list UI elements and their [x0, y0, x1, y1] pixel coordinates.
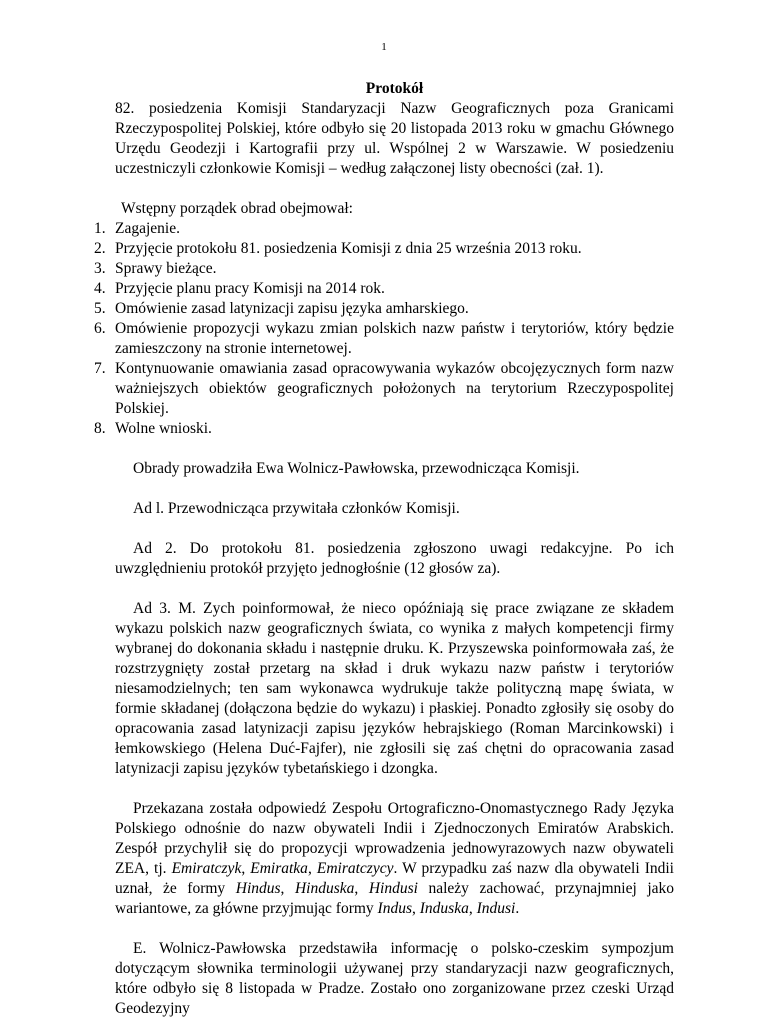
agenda-item: 6. Omówienie propozycji wykazu zmian polskich nazw państw i terytoriów, który będzie zamieszczony na stronie internetowej. [94, 320, 674, 357]
document-body [94, 79, 675, 1019]
agenda-list [94, 219, 674, 439]
agenda-item: 4. Przyjęcie planu pracy Komisji na 2014 rok. [94, 280, 385, 297]
document-title: Protokół [365, 80, 424, 97]
ad2-paragraph: Ad 2. Do protokołu 81. posiedzenia zgłoszono uwagi redakcyjne. Po ich uwzględnieniu protokół przyjęto jednogłośnie (12 głosów za). [115, 540, 674, 577]
agenda-item: 8. Wolne wnioski. [94, 420, 212, 437]
agenda-item: 1. Zagajenie. [94, 220, 180, 237]
ad3-paragraph: Ad 3. M. Zych poinformował, że nieco opóźniają się prace związane ze składem wykazu polskich nazw geograficznych świata, co wynika z małych kompetencji firmy wybranej do dokonania składu i następnie druku. K. Przyszewska poinformowała zaś, że rozstrzygnięty został przetarg na skład i druk wykazu nazw państw i terytoriów niesamodzielnych; ten sam wykonawca wydrukuje także polityczną mapę świata, w formie składanej (dołączona będzie do wykazu) i płaskiej. Ponadto zgłosiły się osoby do opracowania zasad latynizacji zapisu języków hebrajskiego (Roman Marcinkowski) i łemkowskiego (Helena Duć-Fajfer), nie zgłosili się zaś chętni do opracowania zasad latynizacji zapisu języków tybetańskiego i dzongka. [115, 600, 674, 777]
ad1-paragraph: Ad l. Przewodnicząca przywitała członków Komisji. [133, 500, 460, 517]
agenda-item: 2. Przyjęcie protokołu 81. posiedzenia Komisji z dnia 25 września 2013 roku. [94, 240, 582, 257]
citizens-names-paragraph: Przekazana została odpowiedź Zespołu Ortograficzno-Onomastycznego Rady Języka Polskiego odnośnie do nazw obywateli Indii i Zjednoczonych Emiratów Arabskich. Zespół przychylił się do propozycji wprowadzenia jednowyrazowych nazw obywateli ZEA, tj. Emiratczyk, Emiratka, Emiratczycy. W przypadku zaś nazw dla obywateli Indii uznał, że formy Hindus, Hinduska, Hindusi należy zachować, przynajmniej jako wariantowe, za główne przyjmując formy Indus, Induska, Indusi. [115, 800, 675, 917]
agenda-heading: Wstępny porządek obrad obejmował: [121, 200, 353, 217]
agenda-item: 3. Sprawy bieżące. [94, 260, 217, 277]
symposium-paragraph: E. Wolnicz-Pawłowska przedstawiła informację o polsko-czeskim sympozjum dotyczącym słownika terminologii używanej przy standaryzacji nazw geograficznych, które odbyło się 8 listopada w Pradze. Zostało ono zorganizowane przez czeski Urząd Geodezyjny [115, 940, 674, 1017]
chair-paragraph: Obrady prowadziła Ewa Wolnicz-Pawłowska, przewodnicząca Komisji. [133, 460, 580, 477]
page-number: 1 [381, 41, 387, 53]
agenda-item: 7. Kontynuowanie omawiania zasad opracowywania wykazów obcojęzycznych form nazw ważniejszych obiektów geograficznych położonych na terytorium Rzeczypospolitej Polskiej. [94, 360, 674, 417]
agenda-item: 5. Omówienie zasad latynizacji zapisu języka amharskiego. [94, 300, 469, 317]
intro-paragraph: 82. posiedzenia Komisji Standaryzacji Nazw Geograficznych poza Granicami Rzeczypospolitej Polskiej, które odbyło się 20 listopada 2013 roku w gmachu Głównego Urzędu Geodezji i Kartografii przy ul. Wspólnej 2 w Warszawie. W posiedzeniu uczestniczyli członkowie Komisji – według załączonej listy obecności (zał. 1). [115, 100, 674, 177]
